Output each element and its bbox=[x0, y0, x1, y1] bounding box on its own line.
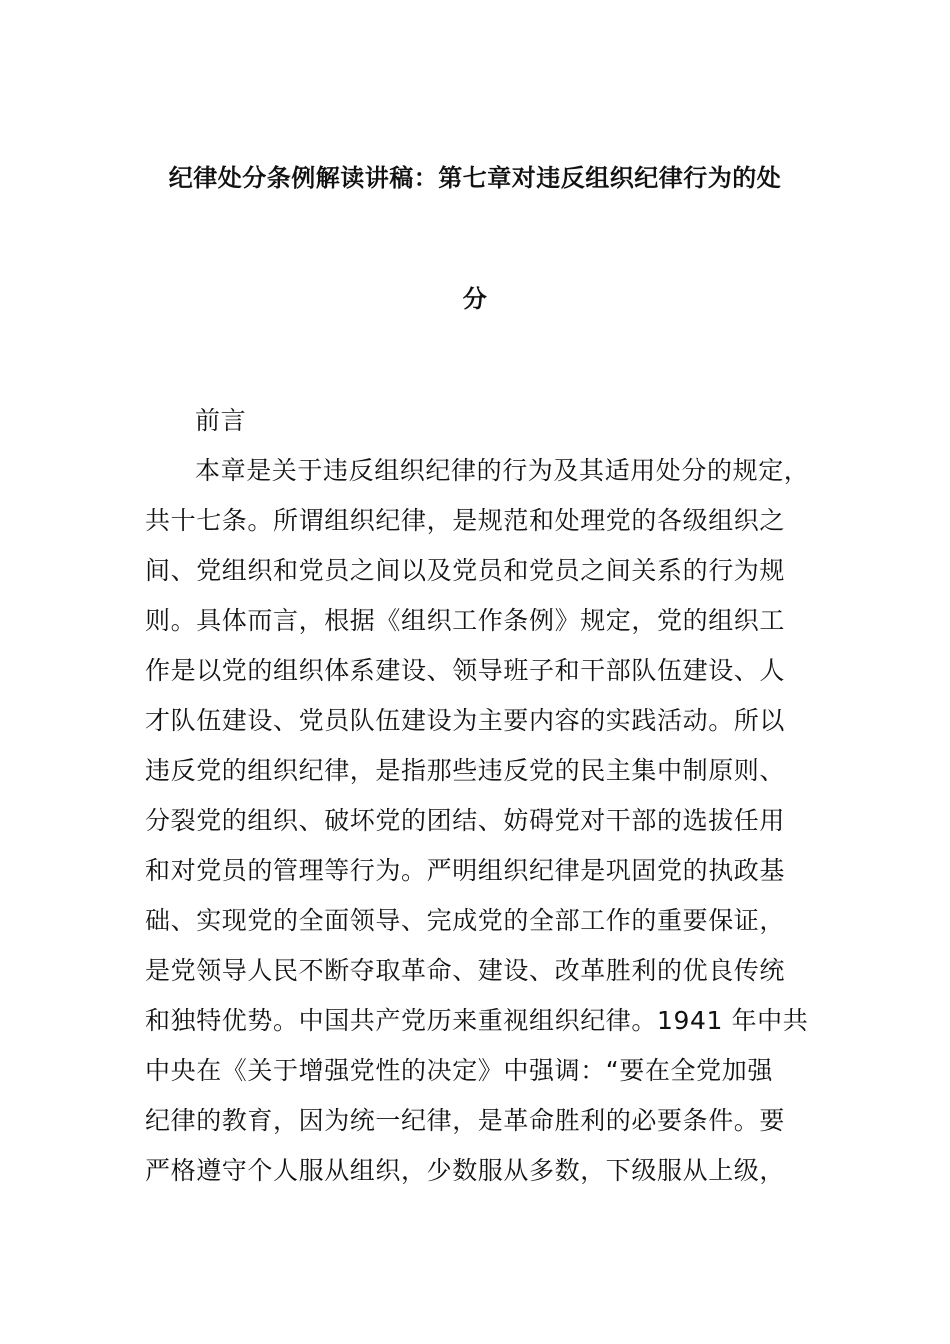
body-line: 则。具体而言，根据《组织工作条例》规定，党的组织工 bbox=[145, 606, 786, 635]
document-title-line-1: 纪律处分条例解读讲稿：第七章对违反组织纪律行为的处 bbox=[168, 164, 782, 192]
body-line: 是党领导人民不断夺取革命、建设、改革胜利的优良传统 bbox=[145, 956, 786, 985]
body-line: 间、党组织和党员之间以及党员和党员之间关系的行为规 bbox=[145, 556, 786, 585]
document-title-line-2: 分 bbox=[462, 285, 488, 313]
body-line: 违反党的组织纪律，是指那些违反党的民主集中制原则、 bbox=[145, 756, 786, 785]
body-line: 和独特优势。中国共产党历来重视组织纪律。1941 年中共 bbox=[145, 1006, 809, 1035]
body-line: 共十七条。所谓组织纪律，是规范和处理党的各级组织之 bbox=[145, 506, 786, 535]
body-line: 本章是关于违反组织纪律的行为及其适用处分的规定， bbox=[195, 456, 810, 485]
body-line: 和对党员的管理等行为。严明组织纪律是巩固党的执政基 bbox=[145, 856, 786, 885]
body-line: 分裂党的组织、破坏党的团结、妨碍党对干部的选拔任用 bbox=[145, 806, 786, 835]
body-line: 础、实现党的全面领导、完成党的全部工作的重要保证， bbox=[145, 906, 786, 935]
body-line: 中央在《关于增强党性的决定》中强调：“要在全党加强 bbox=[145, 1056, 773, 1085]
body-line: 纪律的教育，因为统一纪律，是革命胜利的必要条件。要 bbox=[145, 1106, 786, 1135]
preface-heading: 前言 bbox=[195, 406, 247, 435]
body-line: 作是以党的组织体系建设、领导班子和干部队伍建设、人 bbox=[145, 656, 786, 685]
body-line: 才队伍建设、党员队伍建设为主要内容的实践活动。所以 bbox=[145, 706, 786, 735]
body-line: 严格遵守个人服从组织，少数服从多数，下级服从上级， bbox=[145, 1156, 786, 1185]
